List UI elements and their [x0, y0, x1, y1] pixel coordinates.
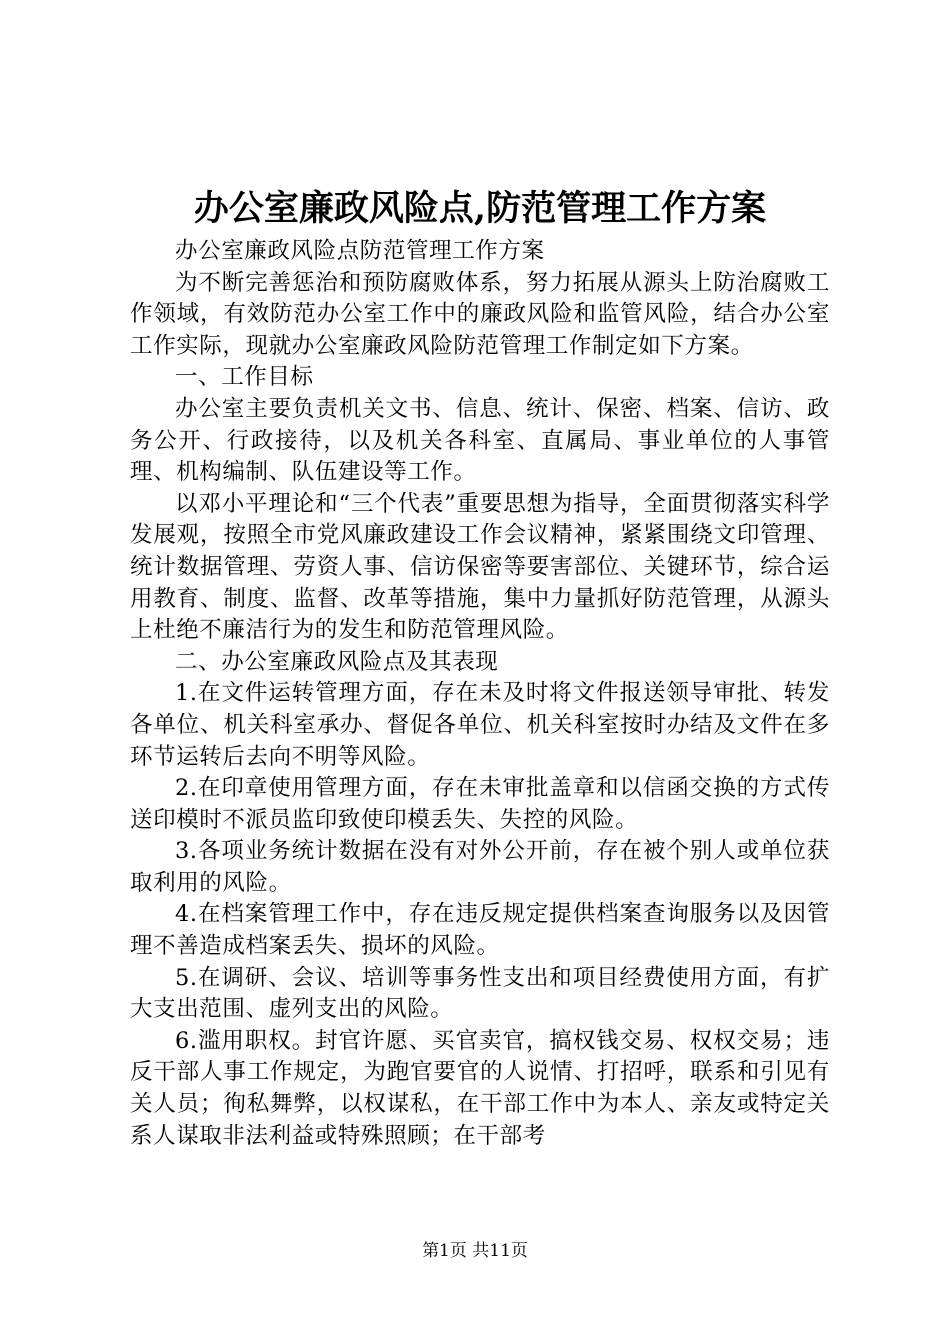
list-item: 2.在印章使用管理方面，存在未审批盖章和以信函交换的方式传送印模时不派员监印致使印模丢失、失控的风险。	[130, 775, 830, 833]
section-heading: 一、工作目标	[175, 364, 314, 391]
document-body	[130, 236, 830, 1152]
section-heading: 二、办公室廉政风险点及其表现	[175, 648, 499, 675]
paragraph: 以邓小平理论和“三个代表”重要思想为指导，全面贯彻落实科学发展观，按照全市党风廉政建设工作会议精神，紧紧围绕文印管理、统计数据管理、劳资人事、信访保密等要害部位、关键环节，综合运用教育、制度、监督、改革等措施，集中力量抓好防范管理，从源头上杜绝不廉洁行为的发生和防范管理风险。	[130, 490, 830, 644]
paragraph: 办公室廉政风险点防范管理工作方案	[175, 238, 545, 264]
list-item: 4.在档案管理工作中，存在违反规定提供档案查询服务以及因管理不善造成档案丢失、损坏的风险。	[130, 901, 830, 960]
list-item: 3.各项业务统计数据在没有对外公开前，存在被个别人或单位获取利用的风险。	[130, 838, 830, 896]
paragraph: 办公室主要负责机关文书、信息、统计、保密、档案、信访、政务公开、行政接待，以及机关各科室、直属局、事业单位的人事管理、机构编制、队伍建设等工作。	[130, 395, 830, 486]
list-item: 5.在调研、会议、培训等事务性支出和项目经费使用方面，有扩大支出范围、虚列支出的风险。	[130, 964, 830, 1023]
page-number-footer: 第1页 共11页	[422, 1241, 528, 1261]
list-item: 6.滥用职权。封官许愿、买官卖官，搞权钱交易、权权交易；违反干部人事工作规定，为跑官要官的人说情、打招呼，联系和引见有关人员；徇私舞弊，以权谋私，在干部工作中为本人、亲友或特定关系人谋取非法利益或特殊照顾；在干部考	[130, 1027, 830, 1149]
document-title: 办公室廉政风险点,防范管理工作方案	[193, 188, 767, 229]
paragraph: 为不断完善惩治和预防腐败体系，努力拓展从源头上防治腐败工作领域，有效防范办公室工作中的廉政风险和监管风险，结合办公室工作实际，现就办公室廉政风险防范管理工作制定如下方案。	[130, 269, 830, 359]
list-item: 1.在文件运转管理方面，存在未及时将文件报送领导审批、转发各单位、机关科室承办、督促各单位、机关科室按时办结及文件在多环节运转后去向不明等风险。	[130, 680, 830, 770]
